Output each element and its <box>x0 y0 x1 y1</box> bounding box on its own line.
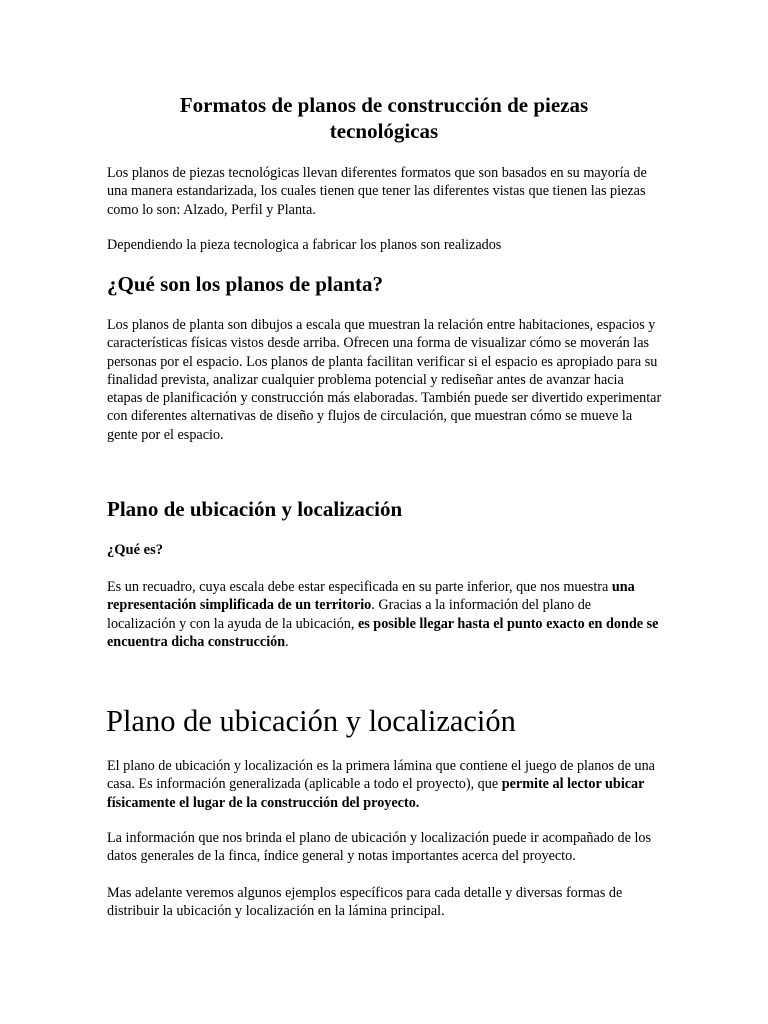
bold-run: permite al lector ubicar físicamente el lugar de la construcción del proyecto. <box>107 776 645 811</box>
ubicacion-paragraph <box>107 578 662 651</box>
text-run: El plano de ubicación y localización es la primera lámina que contiene el juego de planos de una casa. Es información generalizada (aplicable a todo el proyecto), que <box>107 758 655 793</box>
section-heading-planta: ¿Qué son los planos de planta? <box>107 272 383 296</box>
planta-paragraph: Los planos de planta son dibujos a escala que muestran la relación entre habitaciones, espacios y características físicas vistos desde arriba. Ofrecen una forma de visualizar cómo se moverán las personas por el espacio. Los planos de planta facilitan verificar si el espacio es apropiado para su finalidad prevista, analizar cualquier problema potencial y rediseñar antes de avanzar hacia etapas de planificación y construcción más elaboradas. También puede ser divertido experimentar con diferentes alternativas de diseño y flujos de circulación, que muestran cómo se mueve la gente por el espacio. <box>107 317 662 443</box>
text-run: Es un recuadro, cuya escala debe estar especificada en su parte inferior, que nos muestra <box>107 579 612 595</box>
section-heading-ubicacion: Plano de ubicación y localización <box>107 497 403 521</box>
bold-run: es posible llegar hasta el punto exacto en donde se encuentra dicha construcción <box>107 615 659 650</box>
intro-paragraph-2: Dependiendo la pieza tecnologica a fabricar los planos son realizados <box>107 237 502 253</box>
document-title: Formatos de planos de construcción de piezas tecnológicas <box>179 93 589 143</box>
ubicacion-info-paragraph: La información que nos brinda el plano de ubicación y localización puede ir acompañado de los datos generales de la finca, índice general y notas importantes acerca del proyecto. <box>107 830 652 865</box>
subheading-que-es: ¿Qué es? <box>107 542 163 558</box>
bold-run: una representación simplificada de un territorio <box>107 579 635 614</box>
ubicacion-examples-paragraph: Mas adelante veremos algunos ejemplos específicos para cada detalle y diversas formas de distribuir la ubicación y localización en la lámina principal. <box>107 885 623 920</box>
intro-paragraph: Los planos de piezas tecnológicas llevan diferentes formatos que son basados en su mayoría de una manera estandarizada, los cuales tienen que tener las diferentes vistas que tienen las piezas como lo son: Alzado, Perfil y Planta. <box>107 165 647 218</box>
ubicacion-intro-paragraph <box>107 757 662 812</box>
text-run: . <box>285 633 289 650</box>
large-heading-ubicacion: Plano de ubicación y localización <box>106 704 516 738</box>
text-run: . Gracias a la información del plano de localización y con la ayuda de la ubicación, <box>107 597 592 632</box>
